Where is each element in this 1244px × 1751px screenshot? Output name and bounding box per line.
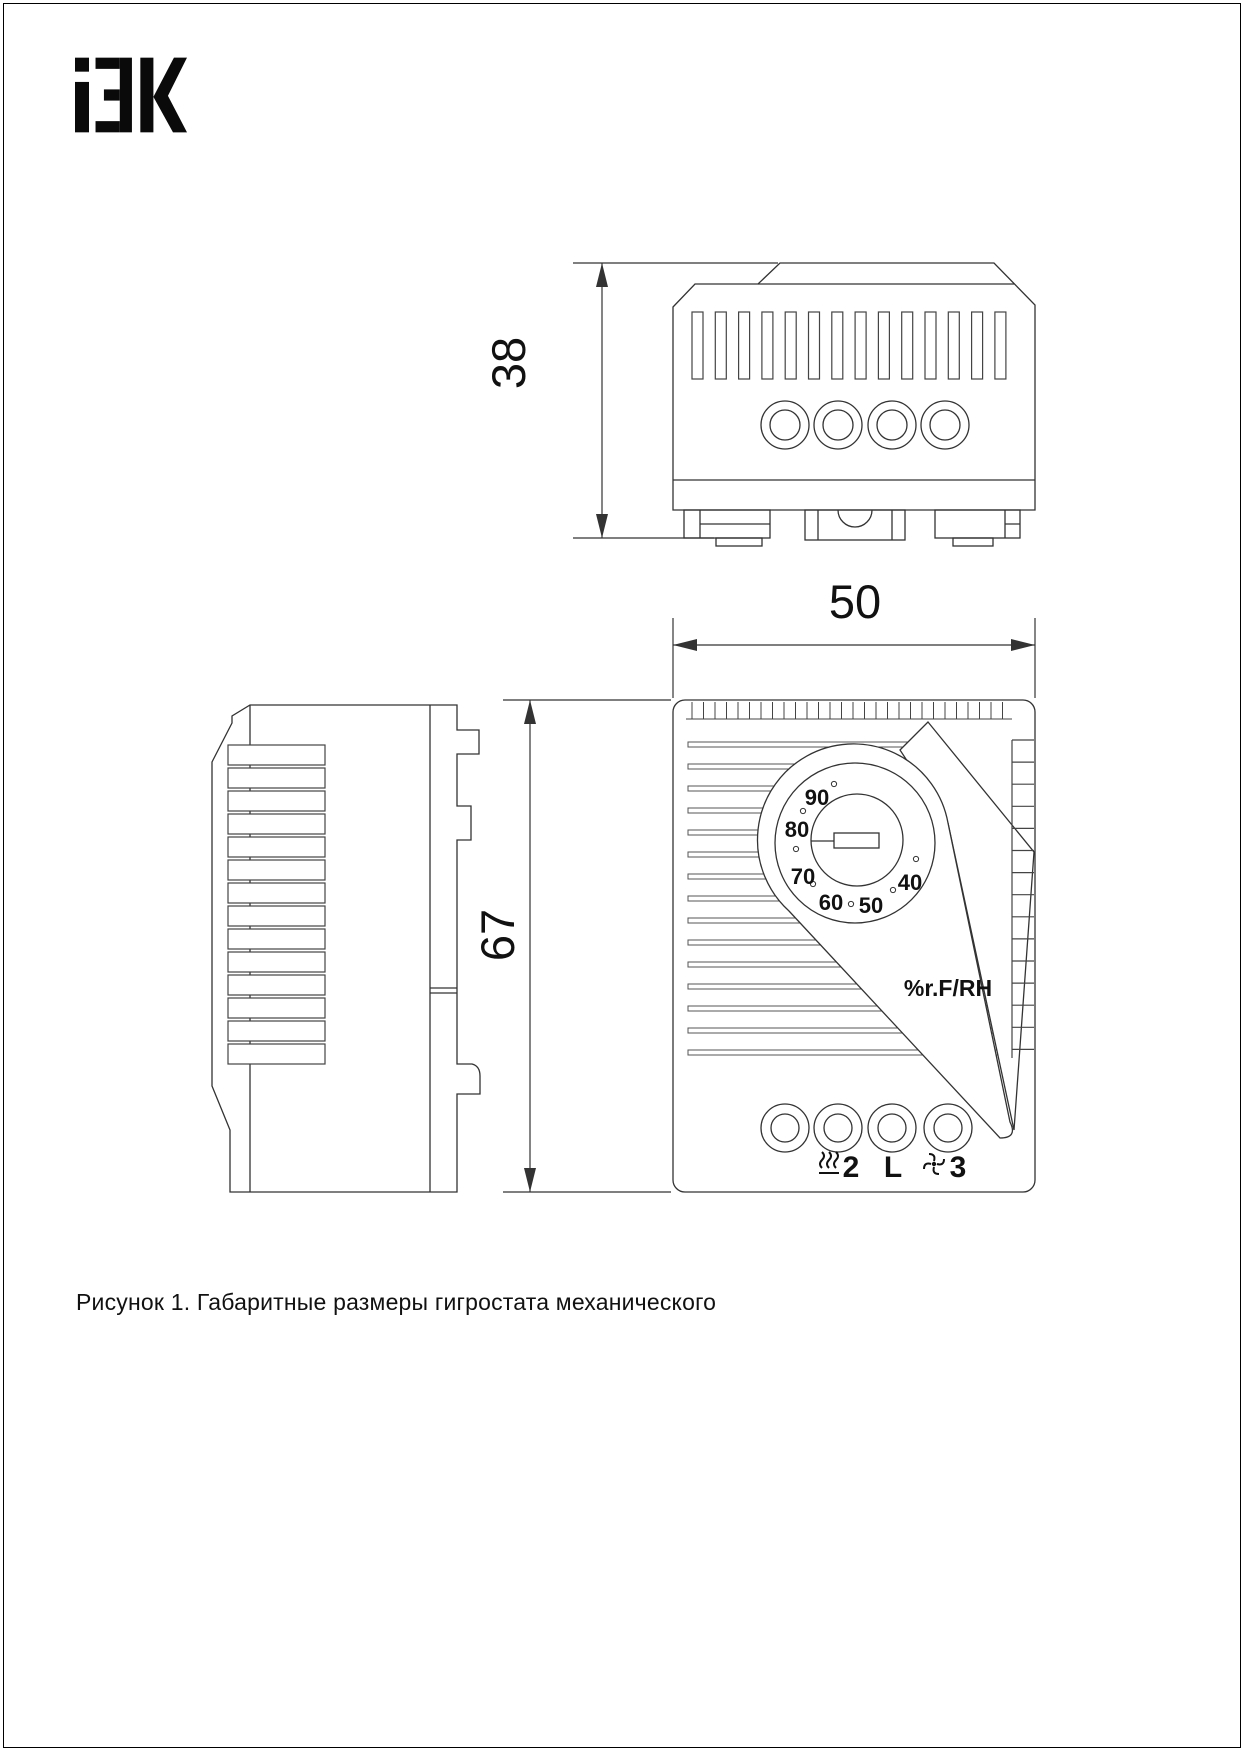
vent-slot xyxy=(878,312,889,379)
figure-caption: Рисунок 1. Габаритные размеры гигростата механического xyxy=(76,1289,717,1315)
cooling-fin xyxy=(228,883,325,903)
cooling-fin xyxy=(228,837,325,857)
arrowhead-right xyxy=(1011,639,1035,651)
arrowhead-up xyxy=(596,263,608,287)
cooling-fin xyxy=(228,768,325,788)
scale-value-90: 90 xyxy=(804,785,830,810)
vent-slot xyxy=(948,312,959,379)
terminal-label-3: 3 xyxy=(949,1151,967,1184)
vent-slot xyxy=(692,312,703,379)
vent-slot xyxy=(972,312,983,379)
cooling-fin xyxy=(228,906,325,926)
vent-slot xyxy=(785,312,796,379)
vent-slot xyxy=(762,312,773,379)
vent-slot xyxy=(809,312,820,379)
vent-slot xyxy=(715,312,726,379)
terminal-label-l: L xyxy=(883,1151,903,1184)
dimension-depth xyxy=(482,263,778,538)
scale-value-60: 60 xyxy=(818,890,844,915)
vent-slot xyxy=(739,312,750,379)
top-view-terminal-holes xyxy=(761,401,969,449)
arrowhead-down xyxy=(596,514,608,538)
vent-slot xyxy=(902,312,913,379)
terminal-label-2: 2 xyxy=(842,1151,860,1184)
top-view-feet xyxy=(684,510,1020,546)
vent-slot xyxy=(995,312,1006,379)
cooling-fin xyxy=(228,1021,325,1041)
dimension-depth-value: 38 xyxy=(482,336,535,390)
arrowhead-down xyxy=(524,1168,536,1192)
scale-value-70: 70 xyxy=(790,864,816,889)
cooling-fin xyxy=(228,929,325,949)
dimension-height-value: 67 xyxy=(471,908,524,962)
front-view xyxy=(673,700,1035,1192)
humidity-unit-label: %r.F/RH xyxy=(903,975,993,1001)
top-view-outline xyxy=(673,263,1035,510)
scale-value-80: 80 xyxy=(784,817,810,842)
arrowhead-left xyxy=(673,639,697,651)
top-view xyxy=(673,263,1035,546)
cooling-fin xyxy=(228,814,325,834)
dimension-height xyxy=(471,700,671,1192)
dimension-width xyxy=(673,575,1035,698)
vent-slot xyxy=(925,312,936,379)
cooling-fin xyxy=(228,952,325,972)
cooling-fin xyxy=(228,975,325,995)
vent-slot xyxy=(855,312,866,379)
cooling-fin xyxy=(228,860,325,880)
dimension-width-value: 50 xyxy=(828,575,882,628)
cooling-fin xyxy=(228,791,325,811)
cooling-fin xyxy=(228,745,325,765)
cooling-fin xyxy=(228,998,325,1018)
side-view xyxy=(212,705,480,1192)
cooling-fin xyxy=(228,1044,325,1064)
scale-value-50: 50 xyxy=(858,893,884,918)
scale-value-40: 40 xyxy=(897,870,923,895)
arrowhead-up xyxy=(524,700,536,724)
vent-slot xyxy=(832,312,843,379)
